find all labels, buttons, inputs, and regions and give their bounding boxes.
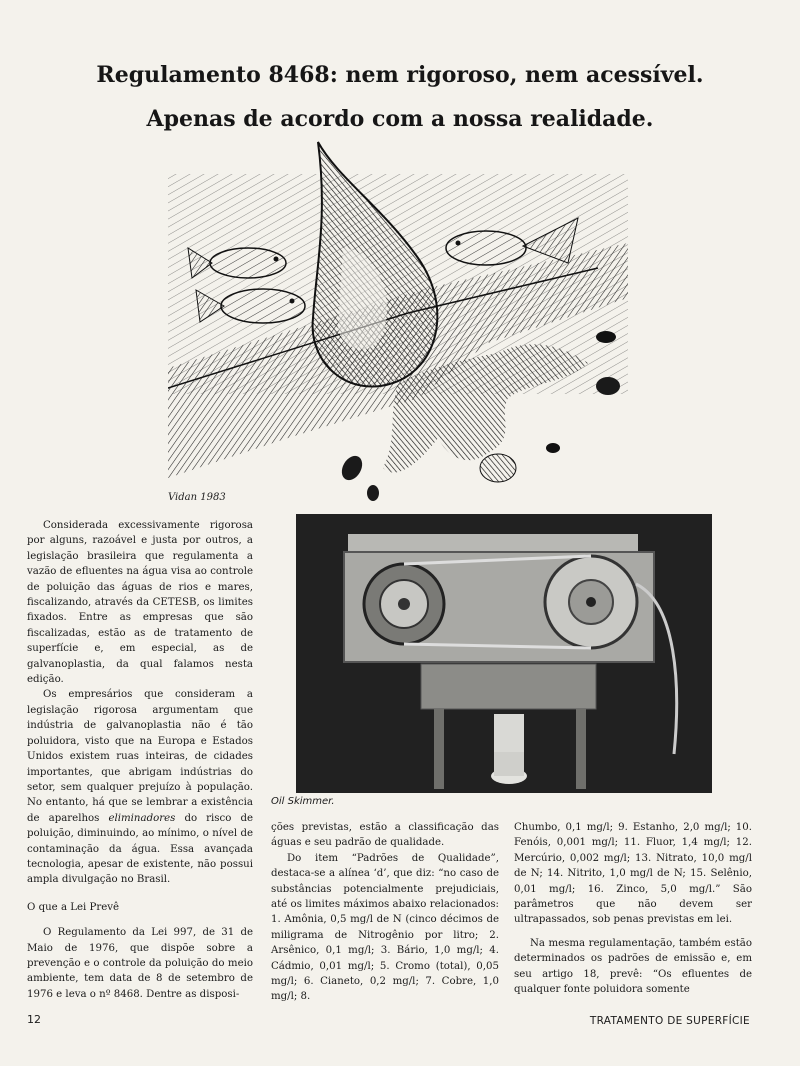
magazine-name: TRATAMENTO DE SUPERFÍCIE bbox=[589, 1015, 750, 1027]
headline-line-2: Apenas de acordo com a nossa realidade. bbox=[146, 106, 654, 132]
oil-drop-illustration bbox=[168, 138, 628, 508]
left-paragraph-1: Considerada excessivamente rigorosa por alguns, razoável e justa por outros, a legislação brasileira que regulamenta a vazão de efluentes na água visa ao controle de poluição das águas de rios e mares, fiscalizando, através da CETESB, os limites fixados. Entre as empresas que são fiscalizadas, estão as de tratamento de superfície e, em especial, as de galvanoplastia, da qual falamos nesta edição. bbox=[27, 520, 253, 686]
left-paragraph-2: Os empresários que consideram a legislação rigorosa argumentam que indústria de galvanoplastia não é tão poluidora, visto que na Europa e Estados Unidos existem ruas inteiras, de cidades importantes, que abrigam indústrias do setor, sem qualquer prejuízo à população. No entanto, há que se lembrar a existência de aparelhos eliminadores do risco de poluição, diminuindo, ao mínimo, o nível de contaminação da água. Essa avançada tecnologia, apesar de existente, não possui ampla divulgação no Brasil. bbox=[27, 689, 253, 886]
italic-term: eliminadores bbox=[108, 812, 176, 824]
right-column bbox=[514, 820, 752, 997]
middle-paragraph-1: ções previstas, estão a classificação das águas e seu padrão de qualidade. bbox=[271, 822, 499, 849]
right-paragraph-2: Na mesma regulamentação, também estão determinados os padrões de emissão e, em seu artigo 18, prevê: “Os efluentes de qualquer fonte poluidora somente bbox=[514, 937, 752, 996]
right-paragraph-1: Chumbo, 0,1 mg/l; 9. Estanho, 2,0 mg/l; 10. Fenóis, 0,001 mg/l; 11. Fluor, 1,4 mg/l; 12. Mercúrio, 0,002 mg/l; 13. Nitrato, 10,0 mg/l de N; 14. Nitrito, 1,0 mg/l de N; 15. Selênio, 0,01 mg/l; 16. Zinco, 5,0 mg/l.” São parâmetros que não devem ser ultrapassados, sob penas previstas em lei. bbox=[514, 822, 752, 926]
section-subhead: O que a Lei Prevê bbox=[27, 901, 120, 913]
middle-paragraph-2: Do item “Padrões de Qualidade”, destaca-se a alínea ‘d’, que diz: “no caso de substâncias potencialmente prejudiciais, até os limites máximos abaixo relacionados: 1. Amônia, 0,5 mg/l de N (cinco décimos de miligrama de Nitrogênio por litro; 2. Arsênico, 0,1 mg/l; 3. Bário, 1,0 mg/l; 4. Cádmio, 0,01 mg/l; 5. Cromo (total), 0,05 mg/l; 6. Cianeto, 0,2 mg/l; 7. Cobre, 1,0 mg/l; 8. bbox=[271, 852, 499, 1003]
middle-column bbox=[271, 820, 499, 1005]
photo-caption: Oil Skimmer. bbox=[271, 796, 335, 807]
headline-line-1: Regulamento 8468: nem rigoroso, nem acessível. bbox=[96, 62, 704, 88]
illustration-signature: Vidan 1983 bbox=[168, 492, 226, 503]
oil-skimmer-photo bbox=[296, 514, 712, 793]
left-column bbox=[27, 518, 253, 1002]
page-number: 12 bbox=[27, 1013, 41, 1026]
left-paragraph-3: O Regulamento da Lei 997, de 31 de Maio de 1976, que dispõe sobre a prevenção e o controle da poluição do meio ambiente, tem data de 8 de setembro de 1976 e leva o nº 8468. Dentre as disposi- bbox=[27, 927, 253, 1000]
